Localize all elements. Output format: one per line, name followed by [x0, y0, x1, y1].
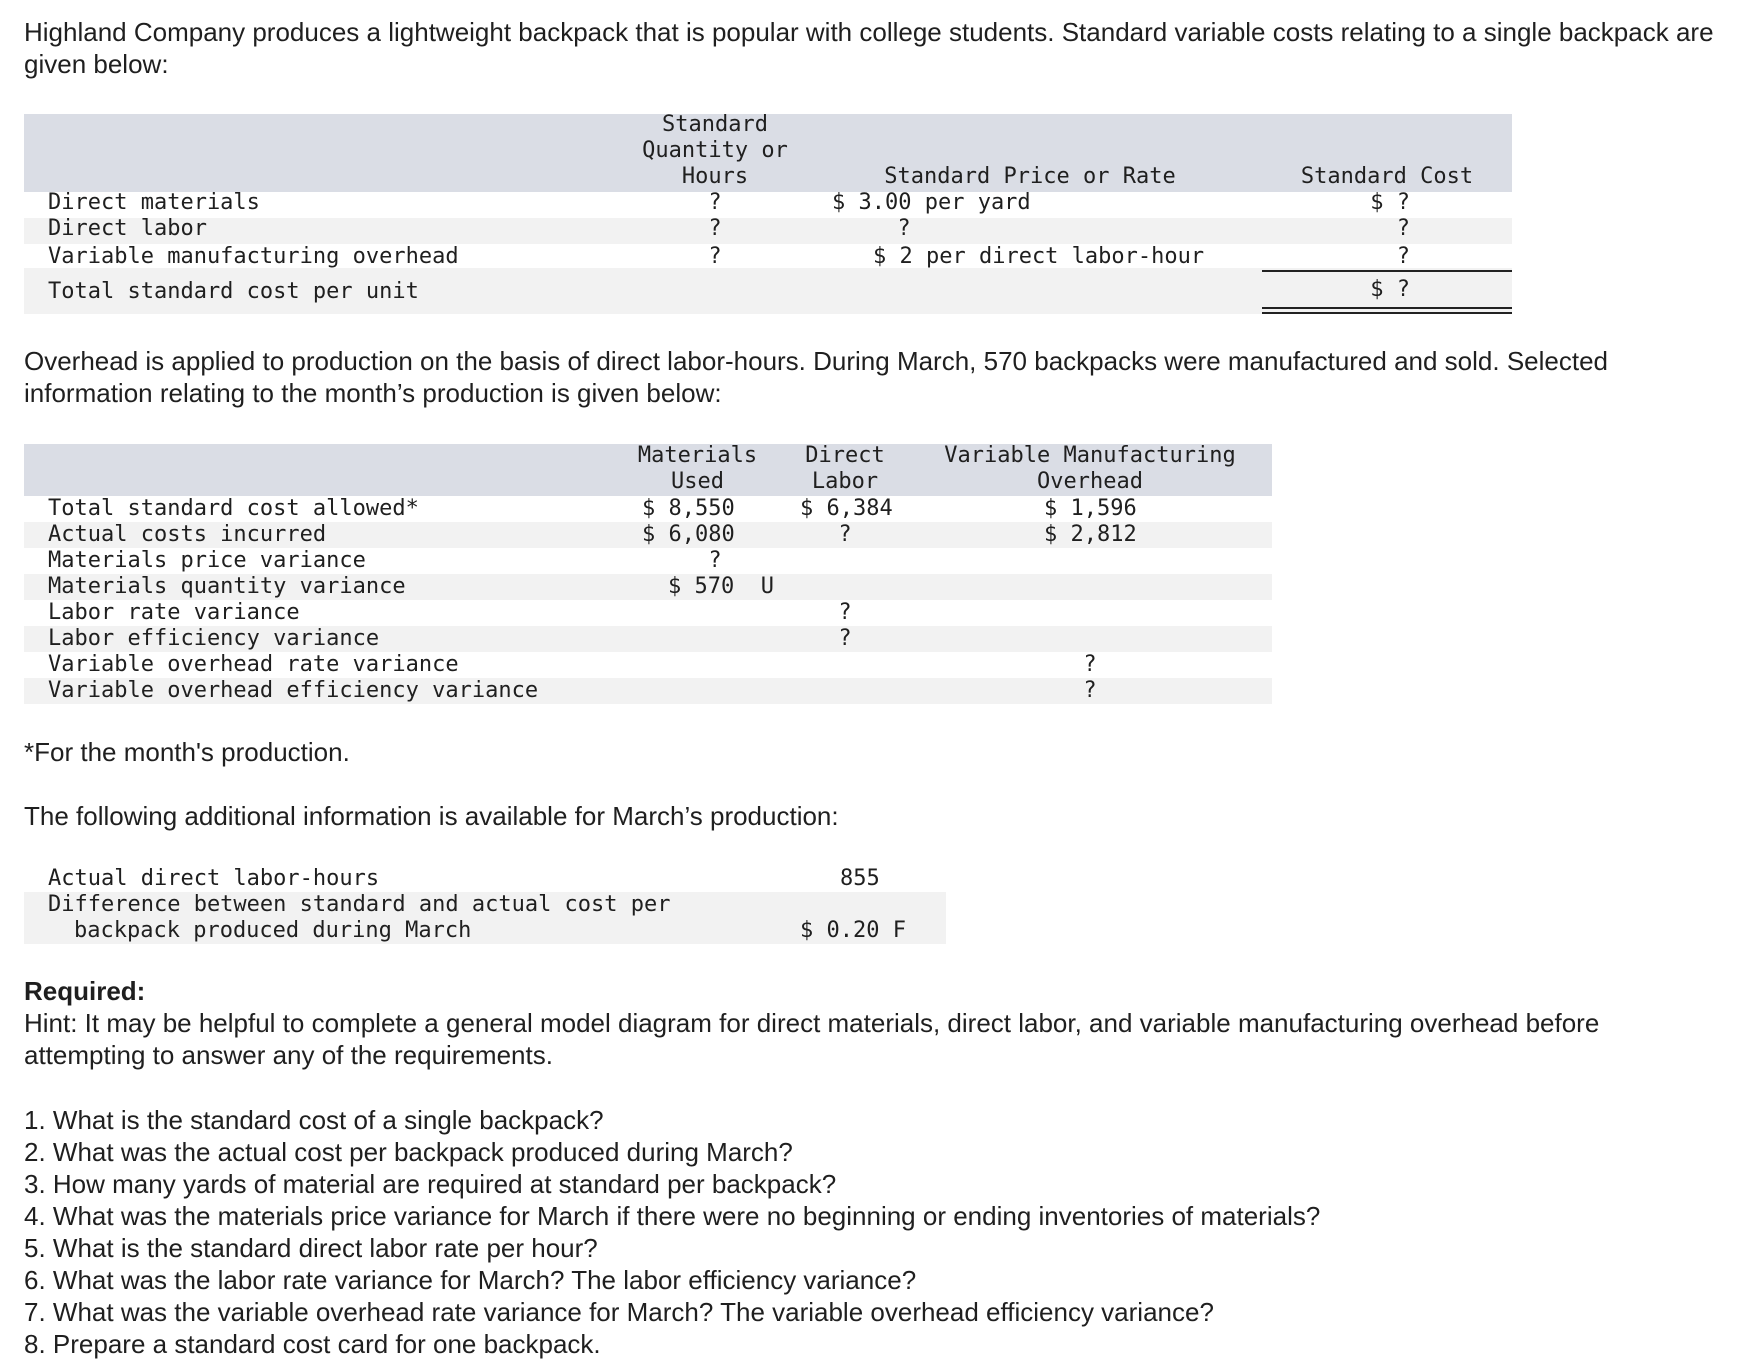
- table1-total-rule-2: [1262, 312, 1512, 314]
- table3-row1-label: Actual direct labor-hours: [48, 866, 380, 891]
- table1-row-label: Variable manufacturing overhead: [48, 244, 459, 269]
- table2-row-label: Labor rate variance: [48, 600, 300, 625]
- table2-row-mat: $ 570 U: [668, 574, 774, 599]
- table2-row-label: Total standard cost allowed*: [48, 496, 419, 521]
- question-item: 4. What was the materials price variance for March if there were no beginning or ending inventories of materials?: [24, 1201, 1321, 1231]
- question-item: 3. How many yards of material are required at standard per backpack?: [24, 1169, 837, 1199]
- table1-subtotal-rule: [1262, 270, 1512, 272]
- additional-info-text: The following additional information is available for March’s production:: [24, 801, 839, 831]
- table2-header-lab-2: Labor: [811, 469, 879, 494]
- table1-row-qty: ?: [708, 190, 722, 215]
- table2-row-mat: $ 6,080: [642, 522, 735, 547]
- question-item: 1. What is the standard cost of a single backpack?: [24, 1105, 604, 1135]
- question-item: 8. Prepare a standard cost card for one backpack.: [24, 1329, 601, 1359]
- table1-row-price: ?: [897, 216, 911, 241]
- table1-total-cost: $ ?: [1370, 277, 1410, 302]
- table2-row-mat: $ 8,550: [642, 496, 735, 521]
- table2-row-voh: ?: [1083, 678, 1097, 703]
- question-item: 6. What was the labor rate variance for March? The labor efficiency variance?: [24, 1265, 917, 1295]
- table2-row-label: Variable overhead efficiency variance: [48, 678, 539, 703]
- table1-total-rule-1: [1262, 307, 1512, 309]
- table2-row-label: Actual costs incurred: [48, 522, 327, 547]
- table3-row2-label-cont: backpack produced during March: [74, 918, 472, 943]
- table2-row-label: Materials price variance: [48, 548, 366, 573]
- table3-row2-label: Difference between standard and actual cost per: [48, 892, 671, 917]
- table1-row-price: $ 2 per direct labor-hour: [873, 244, 1205, 269]
- overhead-text: Overhead is applied to production on the basis of direct labor-hours. During March, 570 backpacks were manufactured and sold. Selected information relating to the month’s production is given below:: [24, 346, 1609, 408]
- table3-row2-value: $ 0.20 F: [800, 918, 906, 943]
- table1-row-cost: ?: [1396, 244, 1410, 269]
- table1-row-qty: ?: [708, 244, 722, 269]
- question-item: 2. What was the actual cost per backpack produced during March?: [24, 1137, 793, 1167]
- table2-row-label: Variable overhead rate variance: [48, 652, 459, 677]
- table2-header-voh-1: Variable Manufacturing: [944, 443, 1236, 468]
- table2-header-voh-2: Overhead: [1037, 469, 1143, 494]
- table2-row-lab: ?: [838, 522, 852, 547]
- table1-row-cost: ?: [1396, 216, 1410, 241]
- table2-row-voh: ?: [1083, 652, 1097, 677]
- hint-text: Hint: It may be helpful to complete a general model diagram for direct materials, direct labor, and variable manufacturing overhead before attempting to answer any of the requirements.: [24, 1008, 1600, 1070]
- table2-row-mat: ?: [708, 548, 722, 573]
- table2-row-label: Labor efficiency variance: [48, 626, 380, 651]
- table2-row-voh: $ 2,812: [1044, 522, 1137, 547]
- table1-row-qty: ?: [708, 216, 722, 241]
- question-item: 5. What is the standard direct labor rate per hour?: [24, 1233, 598, 1263]
- table2-row-lab: $ 6,384: [800, 496, 893, 521]
- table2-row-label: Materials quantity variance: [48, 574, 406, 599]
- table1-total-label: Total standard cost per unit: [48, 279, 419, 304]
- table2-header-mat-2: Used: [671, 469, 724, 494]
- table1-header-qty-1: Standard: [662, 112, 768, 137]
- footnote: *For the month's production.: [24, 737, 350, 767]
- intro-text: Highland Company produces a lightweight backpack that is popular with college students. Standard variable costs relating to a single backpack are given below:: [24, 17, 1714, 79]
- table2-row-lab: ?: [838, 600, 852, 625]
- table1-header-price: Standard Price or Rate: [884, 164, 1176, 189]
- table1-row-price: $ 3.00 per yard: [832, 190, 1031, 215]
- table2-row-voh: $ 1,596: [1044, 496, 1137, 521]
- table2-row-lab: ?: [838, 626, 852, 651]
- table2-header-lab-1: Direct: [805, 443, 885, 468]
- table2-header-mat-1: Materials: [637, 443, 758, 468]
- table1-row-label: Direct labor: [48, 216, 207, 241]
- table1-row-cost: $ ?: [1370, 190, 1410, 215]
- question-item: 7. What was the variable overhead rate variance for March? The variable overhead efficiency variance?: [24, 1297, 1214, 1327]
- required-heading: Required:: [24, 976, 146, 1006]
- table1-row-label: Direct materials: [48, 190, 260, 215]
- table1-header-qty-2: Quantity or: [642, 138, 788, 163]
- table1-header-cost: Standard Cost: [1300, 164, 1474, 189]
- table1-header-qty-3: Hours: [681, 164, 749, 189]
- table3-row1-value: 855: [840, 866, 880, 891]
